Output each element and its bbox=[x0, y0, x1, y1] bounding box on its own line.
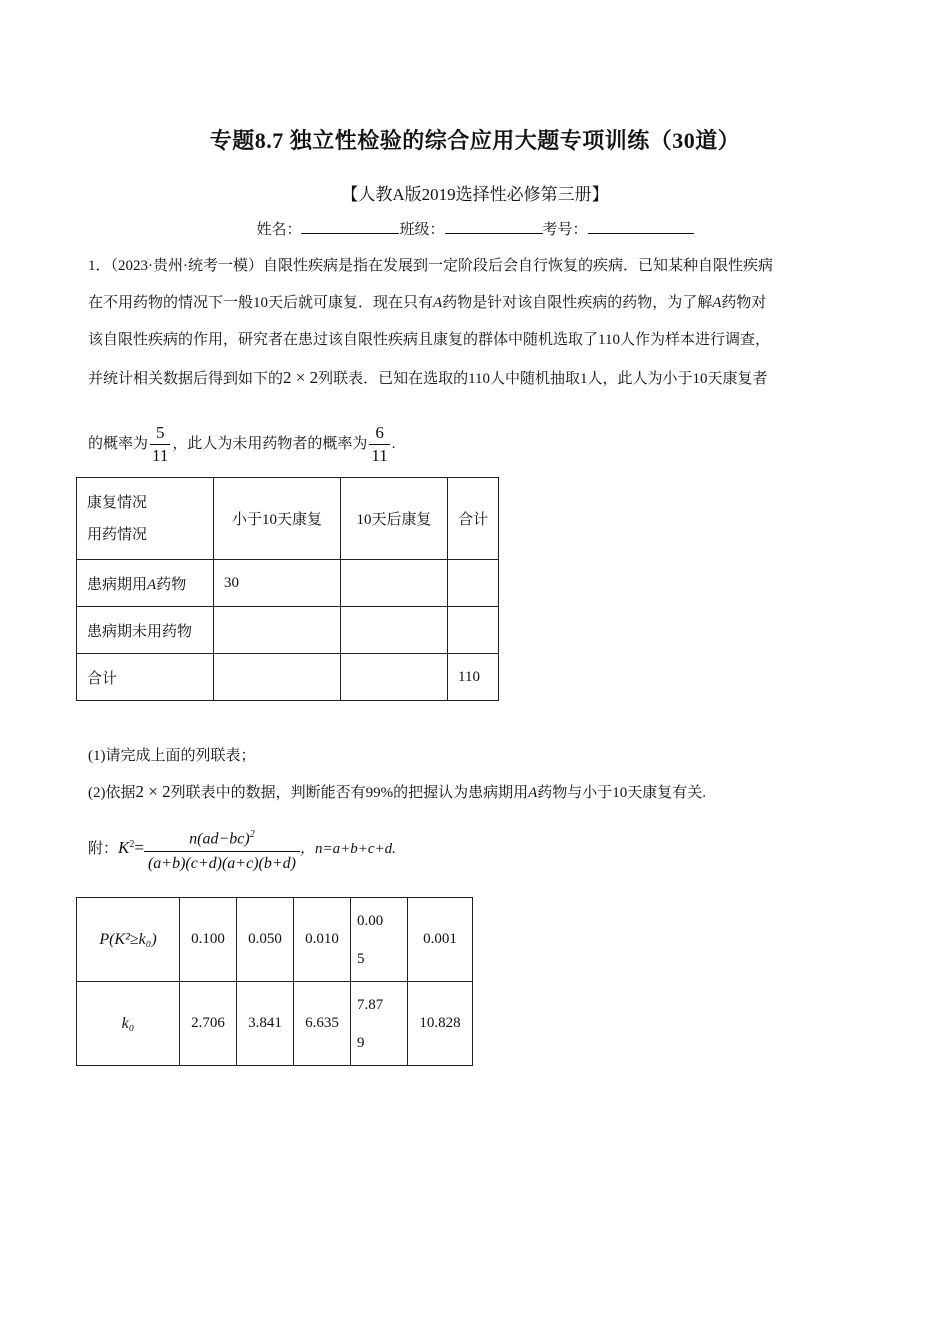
table-cell: 30 bbox=[214, 560, 341, 607]
question-2: (2)依据2 × 2列联表中的数据，判断能否有99%的把握认为患病期用A药物与小于10天康复有关. bbox=[88, 782, 707, 801]
problem-line: 1．（2023·贵州·统考一模）自限性疾病是指在发展到一定阶段后会自行恢复的疾病．已知某种自限性疾病 bbox=[88, 258, 773, 274]
table-cell: 0.00 5 bbox=[351, 898, 408, 982]
table-cell: 0.050 bbox=[237, 898, 294, 982]
table-corner-cell: 康复情况 用药情况 bbox=[77, 478, 214, 560]
critical-value-table bbox=[76, 897, 473, 1066]
table-cell: 3.841 bbox=[237, 982, 294, 1066]
table-row bbox=[77, 560, 499, 607]
table-row bbox=[77, 607, 499, 654]
formula-fraction: $\frac{n(ad-bc)^2}{(a+b)(c+d)(a+c)(b+d)}$ bbox=[144, 823, 300, 876]
number-blank[interactable] bbox=[588, 219, 694, 234]
name-blank[interactable] bbox=[301, 219, 399, 234]
questions bbox=[88, 738, 868, 811]
table-cell: 0.010 bbox=[294, 898, 351, 982]
class-blank[interactable] bbox=[445, 219, 543, 234]
table-cell: 0.001 bbox=[408, 898, 473, 982]
table-header-cell: 小于10天康复 bbox=[214, 478, 341, 560]
fraction-six-elevenths: $\frac{6}{11}$ bbox=[371, 423, 388, 466]
table-cell: 110 bbox=[448, 654, 499, 701]
table-cell: 0.100 bbox=[180, 898, 237, 982]
row-label: P(K²≥k₀) bbox=[77, 898, 180, 982]
table-cell: 10.828 bbox=[408, 982, 473, 1066]
table-cell bbox=[448, 607, 499, 654]
row-label: k₀ bbox=[77, 982, 180, 1066]
problem-line: 在不用药物的情况下一般10天后就可康复．现在只有A药物是针对该自限性疾病的药物，为了解A药物对 bbox=[88, 295, 767, 311]
page-title: 专题8.7 独立性检验的综合应用大题专项训练（30道） bbox=[209, 128, 741, 153]
table-cell: 7.87 9 bbox=[351, 982, 408, 1066]
chi-square-formula: 附：$K^2=$ $\frac{n(ad-bc)^2}{(a+b)(c+d)(a+c)(b+d)}$ ，n=a+b+c+d. bbox=[88, 823, 396, 876]
table-cell bbox=[341, 654, 448, 701]
class-label: 班级： bbox=[399, 222, 445, 238]
contingency-table bbox=[76, 477, 499, 701]
table-header-cell: 合计 bbox=[448, 478, 499, 560]
fraction-five-elevenths: $\frac{5}{11}$ bbox=[152, 423, 169, 466]
table-cell bbox=[214, 654, 341, 701]
problem-line: 并统计相关数据后得到如下的2 × 2列联表．已知在选取的110人中随机抽取1人，此人为小于10天康复者 bbox=[88, 368, 768, 387]
page-subtitle: 【人教A版2019选择性必修第三册】 bbox=[341, 185, 609, 204]
table-row bbox=[77, 654, 499, 701]
student-info bbox=[0, 218, 950, 239]
table-cell bbox=[341, 560, 448, 607]
table-cell: 2.706 bbox=[180, 982, 237, 1066]
table-cell bbox=[214, 607, 341, 654]
table-header-cell: 10天后康复 bbox=[341, 478, 448, 560]
problem-text bbox=[88, 248, 868, 398]
table-cell bbox=[341, 607, 448, 654]
table-cell bbox=[448, 560, 499, 607]
table-cell: 6.635 bbox=[294, 982, 351, 1066]
problem-line: 的概率为 $\frac{5}{11}$ ，此人为未用药物者的概率为 $\frac{6}{11}$ . bbox=[88, 423, 396, 466]
problem-line: 该自限性疾病的作用，研究者在患过该自限性疾病且康复的群体中随机选取了110人作为样本进行调查， bbox=[88, 332, 770, 348]
problem-text-fractions bbox=[88, 420, 868, 468]
row-label: 合计 bbox=[77, 654, 214, 701]
row-label: 患病期用A药物 bbox=[77, 560, 214, 607]
table-row bbox=[77, 898, 473, 982]
row-label: 患病期未用药物 bbox=[77, 607, 214, 654]
table-row bbox=[77, 982, 473, 1066]
number-label: 考号： bbox=[542, 222, 588, 238]
question-1: (1)请完成上面的列联表； bbox=[88, 748, 256, 764]
name-label: 姓名： bbox=[256, 222, 302, 238]
